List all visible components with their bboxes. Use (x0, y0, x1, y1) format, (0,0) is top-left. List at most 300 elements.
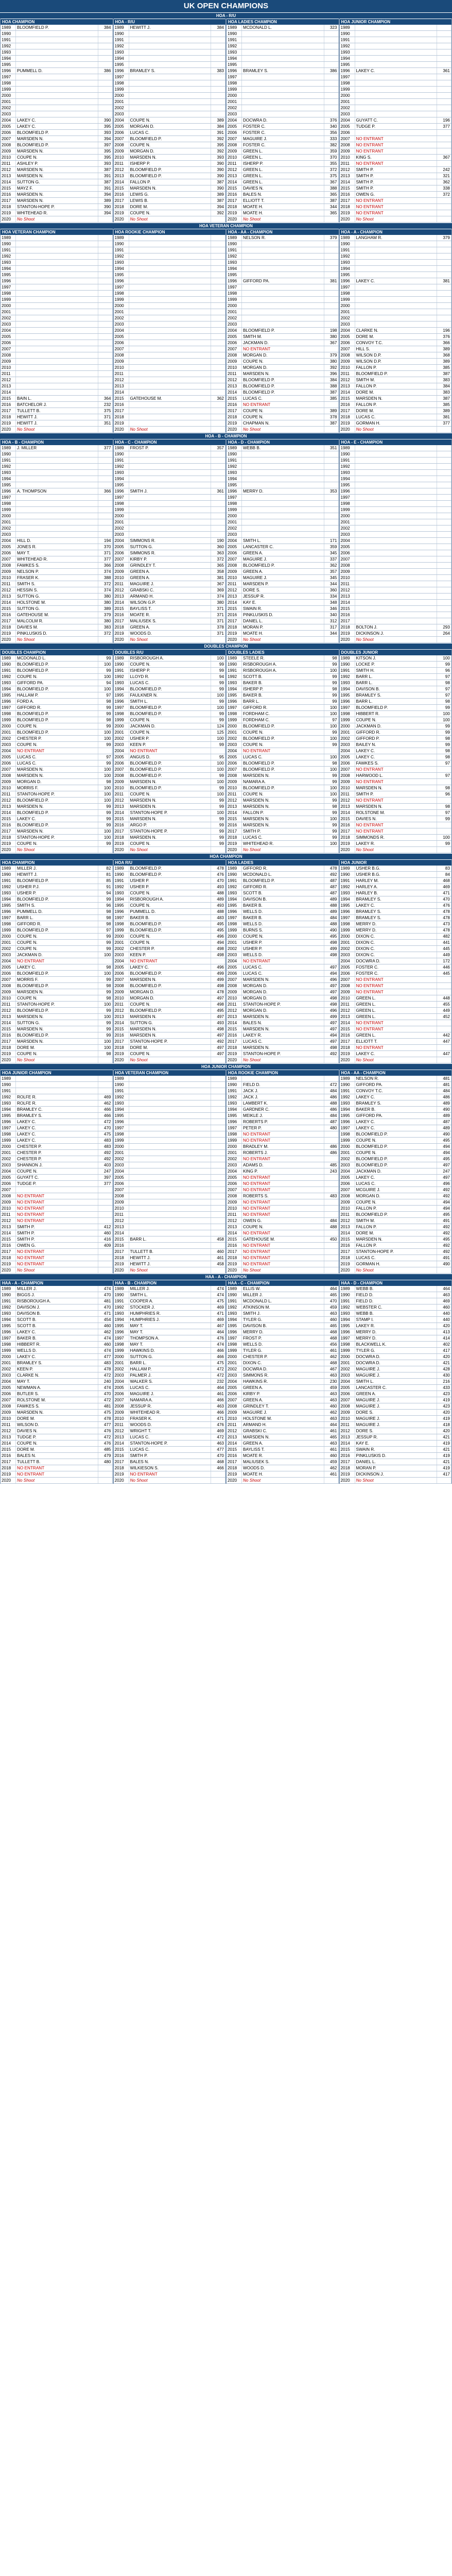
name-cell (242, 291, 324, 296)
score-cell: 496 (211, 964, 225, 970)
table-row (114, 352, 226, 359)
name-cell (355, 99, 438, 105)
year-cell: 2011 (227, 1212, 242, 1217)
name-cell: SHANNON J. (16, 1162, 98, 1168)
name-cell (16, 377, 98, 383)
score-cell (98, 87, 113, 92)
name-cell: HARLEY A. (355, 884, 438, 890)
year-cell: 1989 (114, 1286, 129, 1292)
name-cell: No Shoot (242, 847, 324, 853)
table-row (1, 705, 113, 711)
score-cell: 100 (98, 835, 113, 840)
score-cell (211, 43, 225, 49)
name-cell: ELLIOTT T. (355, 1039, 438, 1044)
year-cell: 2009 (340, 989, 355, 995)
score-cell (98, 235, 113, 241)
score-cell: 484 (324, 1218, 339, 1224)
year-cell: 2008 (227, 773, 242, 778)
score-cell (98, 31, 113, 37)
name-cell: ISHERP P. (129, 161, 212, 166)
year-cell: 2001 (114, 309, 129, 315)
score-cell: 360 (211, 544, 225, 550)
score-cell (437, 457, 451, 463)
score-cell: 468 (324, 1329, 339, 1335)
name-cell: BLOOMFIELD P. (16, 1032, 98, 1038)
name-cell: LAKEY C. (355, 1125, 438, 1131)
score-cell: 333 (324, 136, 339, 142)
table-row (114, 142, 226, 148)
name-cell: GIFFORD R. (242, 866, 324, 871)
name-cell: BLOOMFIELD P. (16, 142, 98, 148)
name-cell: MERRY D. (355, 921, 438, 927)
year-cell: 2020 (340, 1267, 355, 1273)
champion-table (226, 649, 339, 853)
table-row (114, 909, 226, 915)
score-cell (98, 482, 113, 488)
name-cell (129, 519, 212, 525)
year-cell: 2015 (340, 1026, 355, 1032)
year-cell: 1994 (114, 266, 129, 272)
table-row (340, 470, 452, 476)
score-cell (437, 569, 451, 574)
table-row (114, 179, 226, 185)
score-cell (437, 43, 451, 49)
name-cell: USHER P. (129, 736, 212, 741)
score-cell: 497 (211, 1032, 225, 1038)
table-row (114, 1181, 226, 1187)
table-row (227, 779, 339, 785)
score-cell (437, 1267, 451, 1273)
year-cell: 2011 (114, 1422, 129, 1428)
name-cell (129, 1193, 212, 1199)
year-cell: 2003 (340, 532, 355, 537)
year-cell: 2014 (340, 1230, 355, 1236)
table-row (227, 148, 339, 155)
name-cell (242, 266, 324, 272)
name-cell: LUCAS C. (355, 1255, 438, 1261)
score-cell: 472 (211, 1366, 225, 1372)
year-cell: 2007 (1, 346, 16, 352)
year-cell: 1989 (1, 866, 16, 871)
name-cell: MAGUIRE J. (355, 1403, 438, 1409)
year-cell: 2003 (114, 1372, 129, 1378)
name-cell: MORGAN D. (129, 124, 212, 129)
year-cell: 2001 (1, 519, 16, 525)
table-row (227, 1416, 339, 1422)
name-cell (16, 291, 98, 296)
table-row (227, 377, 339, 383)
score-cell: 463 (437, 1292, 451, 1298)
table-row (114, 556, 226, 563)
table-row (340, 1267, 452, 1274)
name-cell: MAGUIRE J. (242, 136, 324, 142)
score-cell: 498 (324, 995, 339, 1001)
table-row (114, 278, 226, 284)
year-cell: 2008 (340, 352, 355, 358)
table-row (227, 884, 339, 890)
year-cell: 1992 (1, 884, 16, 890)
year-cell: 2019 (227, 1471, 242, 1477)
year-cell: 2019 (340, 210, 355, 216)
year-cell: 2017 (340, 1459, 355, 1465)
name-cell: MERRY D. (355, 1335, 438, 1341)
table-row (114, 1094, 226, 1100)
year-cell: 1999 (114, 87, 129, 92)
table-row (227, 1428, 339, 1434)
name-cell: DORE M. (355, 389, 438, 395)
year-cell: 2003 (227, 111, 242, 117)
year-cell: 2014 (1, 1020, 16, 1026)
table-row (114, 1403, 226, 1410)
name-cell (16, 260, 98, 265)
table-row (1, 606, 113, 612)
year-cell: 2001 (340, 940, 355, 945)
score-cell (324, 637, 339, 642)
score-cell: 497 (211, 1051, 225, 1057)
name-cell (242, 87, 324, 92)
year-cell: 2008 (114, 563, 129, 568)
name-cell (16, 93, 98, 98)
year-cell: 2001 (114, 1150, 129, 1156)
year-cell: 2000 (340, 303, 355, 309)
table-row (227, 773, 339, 779)
year-cell: 2003 (340, 952, 355, 958)
table-row (340, 445, 452, 451)
year-cell: 1999 (114, 717, 129, 723)
table-row (1, 1236, 113, 1243)
year-cell: 2006 (1, 340, 16, 346)
year-cell: 1989 (114, 655, 129, 661)
year-cell: 2016 (227, 612, 242, 618)
year-cell: 1993 (227, 1311, 242, 1316)
year-cell: 2017 (1, 1249, 16, 1255)
name-cell: MARSDEN N. (129, 155, 212, 160)
score-cell: 492 (437, 1243, 451, 1248)
table-row (227, 173, 339, 179)
year-cell: 2012 (114, 798, 129, 803)
score-cell (437, 538, 451, 544)
name-cell: BAKER B. (242, 903, 324, 908)
score-cell: 483 (98, 1138, 113, 1143)
year-cell: 2012 (114, 1008, 129, 1013)
score-cell (98, 1471, 113, 1477)
year-cell: 2006 (1, 1391, 16, 1397)
score-cell (211, 1471, 225, 1477)
name-cell: COUPE N. (355, 1199, 438, 1205)
year-cell: 2000 (340, 723, 355, 729)
score-cell: 381 (437, 278, 451, 284)
name-cell: COUPE N. (129, 1051, 212, 1057)
name-cell: NO ENTRANT (242, 1255, 324, 1261)
table-row (1, 365, 113, 371)
score-cell: 396 (324, 371, 339, 377)
year-cell: 2014 (114, 1020, 129, 1026)
year-cell: 2012 (227, 1428, 242, 1434)
table-row (227, 785, 339, 791)
score-cell: 389 (211, 117, 225, 123)
year-cell: 2006 (340, 550, 355, 556)
score-cell: 461 (324, 1348, 339, 1353)
score-cell: 98 (324, 804, 339, 809)
table-row (340, 1032, 452, 1039)
table-row (227, 754, 339, 760)
year-cell: 2009 (340, 1410, 355, 1415)
score-cell (324, 1181, 339, 1187)
name-cell: KAY E. (355, 1440, 438, 1446)
year-cell: 2020 (114, 847, 129, 853)
score-cell: 99 (211, 711, 225, 717)
name-cell (129, 241, 212, 247)
year-cell: 1998 (227, 711, 242, 717)
year-cell: 1992 (114, 1304, 129, 1310)
score-cell: 97 (437, 674, 451, 680)
score-cell: 492 (437, 1193, 451, 1199)
table-row (114, 1372, 226, 1379)
year-cell: 1993 (114, 1100, 129, 1106)
name-cell (129, 278, 212, 284)
name-cell: CLARKE N. (16, 1372, 98, 1378)
table-row (1, 247, 113, 253)
table-row (340, 340, 452, 346)
table-row (340, 1020, 452, 1026)
score-cell (98, 371, 113, 377)
score-cell: 97 (98, 754, 113, 760)
table-row (227, 74, 339, 80)
name-cell: NO ENTRANT (16, 1212, 98, 1217)
year-cell: 1993 (340, 470, 355, 476)
table-header: HOA - AA - CHAMPION (227, 229, 339, 235)
name-cell: DORE S. (355, 1410, 438, 1415)
name-cell (129, 1212, 212, 1217)
table-row (227, 526, 339, 532)
score-cell: 99 (98, 760, 113, 766)
table-row (340, 958, 452, 964)
name-cell: USHER P.J. (16, 884, 98, 890)
year-cell: 2011 (1, 1212, 16, 1217)
table-row (114, 544, 226, 550)
year-cell: 1994 (340, 56, 355, 61)
score-cell: 471 (211, 1311, 225, 1316)
name-cell: LAKEY C. (16, 1138, 98, 1143)
table-row (227, 946, 339, 952)
table-header: HAA - B - CHAMPION (114, 1280, 226, 1286)
score-cell: 447 (437, 1039, 451, 1044)
name-cell: MORRIS F. (16, 977, 98, 982)
score-cell (98, 37, 113, 43)
year-cell: 2008 (114, 1193, 129, 1199)
year-cell: 1995 (1, 692, 16, 698)
year-cell: 2004 (227, 117, 242, 123)
year-cell: 2009 (227, 779, 242, 785)
table-row (1, 631, 113, 637)
score-cell (211, 408, 225, 414)
year-cell: 1992 (340, 1304, 355, 1310)
score-cell: 94 (211, 674, 225, 680)
year-cell: 2008 (227, 142, 242, 148)
year-cell: 2012 (114, 587, 129, 593)
name-cell: BRAMLEY S. (16, 1360, 98, 1366)
score-cell (324, 1255, 339, 1261)
table-row (114, 1298, 226, 1304)
table-row (1, 253, 113, 260)
score-cell: 377 (98, 1181, 113, 1187)
year-cell: 1999 (340, 1138, 355, 1143)
name-cell: NO ENTRANT (355, 779, 438, 785)
table-row (227, 1465, 339, 1471)
score-cell: 391 (98, 185, 113, 191)
table-row (114, 507, 226, 513)
table-row (1, 835, 113, 841)
table-row (227, 1292, 339, 1298)
name-cell: HOLSTONE M. (16, 600, 98, 605)
year-cell: 2011 (340, 581, 355, 587)
table-row (1, 321, 113, 328)
table-row (340, 210, 452, 216)
year-cell: 2013 (1, 1014, 16, 1020)
year-cell: 2016 (114, 192, 129, 197)
year-cell: 1990 (340, 662, 355, 667)
name-cell: MAGUIRE J. (355, 1416, 438, 1421)
year-cell: 2013 (114, 383, 129, 389)
score-cell: 196 (437, 117, 451, 123)
year-cell: 1995 (340, 692, 355, 698)
score-cell: 376 (324, 117, 339, 123)
score-cell (324, 291, 339, 296)
name-cell (242, 111, 324, 117)
champion-table (113, 859, 227, 1063)
score-cell: 99 (324, 680, 339, 686)
name-cell: BAILEY N. (355, 742, 438, 748)
name-cell: JESSUP R. (242, 594, 324, 599)
name-cell: MAYZ F. (16, 185, 98, 191)
name-cell: DAVISON B. (242, 896, 324, 902)
score-cell: 492 (437, 1249, 451, 1255)
table-row (114, 717, 226, 723)
table-row (114, 977, 226, 983)
year-cell: 2017 (340, 618, 355, 624)
table-row (340, 1440, 452, 1447)
score-cell (324, 56, 339, 61)
table-row (114, 1150, 226, 1156)
name-cell: BRAMLEY S. (355, 692, 438, 698)
table-row (1, 878, 113, 884)
table-row (227, 1032, 339, 1039)
table-row (114, 1410, 226, 1416)
name-cell: MARSDEN N. (16, 148, 98, 154)
score-cell (324, 1076, 339, 1081)
table-row (340, 662, 452, 668)
table-row (227, 581, 339, 587)
name-cell: FOSTER C. (242, 130, 324, 135)
name-cell (355, 25, 438, 30)
table-row (114, 723, 226, 730)
name-cell: MARSDEN N. (129, 1026, 212, 1032)
table-row (340, 1026, 452, 1032)
score-cell: 488 (211, 890, 225, 896)
name-cell (355, 482, 438, 488)
table-row (1, 1317, 113, 1323)
table-row (1, 130, 113, 136)
name-cell: GATEHOUSE M. (129, 396, 212, 401)
name-cell (355, 488, 438, 494)
year-cell: 2009 (1, 1199, 16, 1205)
table-row (340, 594, 452, 600)
score-cell: 232 (211, 1379, 225, 1384)
score-cell: 99 (437, 662, 451, 667)
name-cell: NO ENTRANT (16, 1206, 98, 1211)
name-cell (355, 80, 438, 86)
score-cell (437, 587, 451, 593)
name-cell: BIGGS J. (16, 1292, 98, 1298)
name-cell: MOATE H. (242, 631, 324, 636)
name-cell (355, 37, 438, 43)
score-cell: 460 (98, 1342, 113, 1347)
score-cell: 465 (324, 1292, 339, 1298)
name-cell: HEWITT J. (129, 25, 212, 30)
table-row (114, 785, 226, 791)
name-cell (129, 247, 212, 253)
year-cell: 2003 (1, 111, 16, 117)
table-row (340, 321, 452, 328)
table-row (227, 717, 339, 723)
table-row (1, 68, 113, 74)
table-row (227, 309, 339, 315)
table-row (114, 482, 226, 488)
table-row (340, 717, 452, 723)
name-cell: MAGUIRE J. (242, 556, 324, 562)
score-cell (437, 309, 451, 315)
year-cell: 2008 (114, 1403, 129, 1409)
name-cell (129, 43, 212, 49)
table-row (114, 526, 226, 532)
score-cell (98, 958, 113, 964)
table-row (227, 1020, 339, 1026)
name-cell: COUPE N. (16, 841, 98, 846)
score-cell: 98 (437, 785, 451, 791)
score-cell (437, 983, 451, 989)
name-cell: MARSDEN N. (355, 785, 438, 791)
name-cell: NO ENTRANT (242, 1243, 324, 1248)
table-row (227, 1113, 339, 1119)
table-row (340, 1125, 452, 1131)
name-cell: NO ENTRANT (16, 1218, 98, 1224)
score-cell (98, 637, 113, 642)
table-row (340, 1311, 452, 1317)
name-cell: MORAN P. (242, 624, 324, 630)
name-cell: DOCWRA D. (242, 117, 324, 123)
table-row (340, 730, 452, 736)
table-row (114, 563, 226, 569)
score-cell: 242 (437, 167, 451, 173)
score-cell: 474 (211, 1292, 225, 1298)
score-cell: 471 (98, 1311, 113, 1316)
year-cell: 2020 (1, 216, 16, 222)
name-cell (16, 241, 98, 247)
table-row (1, 1478, 113, 1484)
year-cell: 2012 (1, 1218, 16, 1224)
table-row (227, 1212, 339, 1218)
score-cell (98, 99, 113, 105)
name-cell: JACK J. (242, 1088, 324, 1094)
name-cell: MARSDEN N. (355, 804, 438, 809)
table-row (114, 686, 226, 692)
table-row (1, 25, 113, 31)
table-row (114, 841, 226, 847)
name-cell: MORGAN D. (242, 995, 324, 1001)
name-cell: No Shoot (355, 1057, 438, 1063)
table-row (1, 414, 113, 420)
table-row (114, 631, 226, 637)
